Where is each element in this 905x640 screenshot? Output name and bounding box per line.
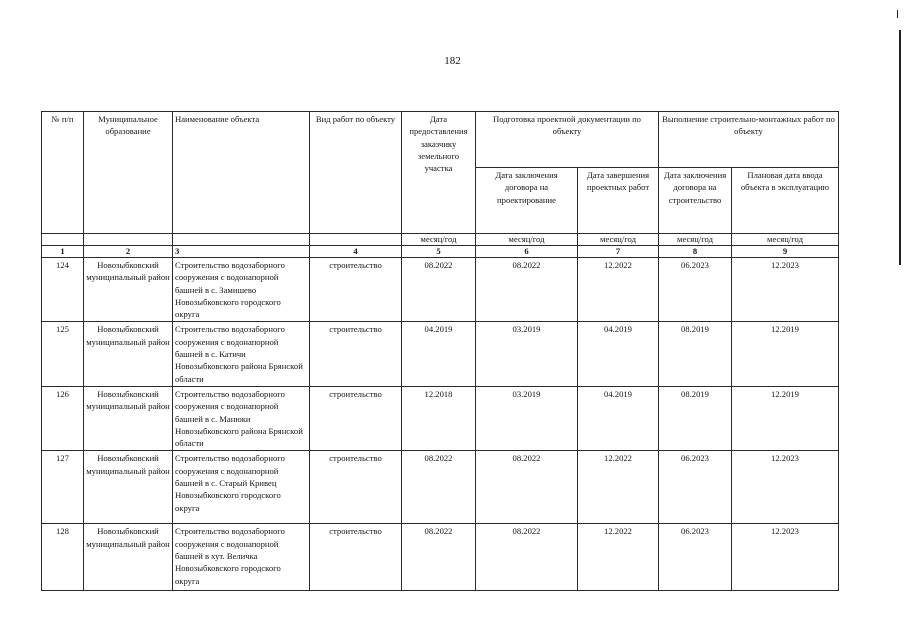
row-build-contract: 06.2023 — [659, 524, 732, 591]
row-municipality: Новозыбковский муниципальный район — [84, 524, 173, 591]
row-object-name: Строительство водозаборного сооружения с водонапорной башней в с. Катичи Новозыбковского района Брянской области — [173, 322, 310, 386]
scan-edge-mark — [897, 10, 898, 18]
column-number: 6 — [476, 246, 578, 258]
header-land-date: Дата предоставления заказчику земельного участка — [402, 112, 476, 234]
row-num: 125 — [42, 322, 84, 386]
row-object-name: Строительство водозаборного сооружения с водонапорной башней в хут. Величка Новозыбковского городского округа — [173, 524, 310, 591]
row-land-date: 04.2019 — [402, 322, 476, 386]
table-row — [42, 322, 839, 386]
column-number: 1 — [42, 246, 84, 258]
unit-cell-empty — [84, 234, 173, 246]
header-work-type: Вид работ по объекту — [310, 112, 402, 234]
row-build-contract: 08.2019 — [659, 322, 732, 386]
header-commission: Плановая дата ввода объекта в эксплуатацию — [732, 168, 839, 234]
row-commission: 12.2023 — [732, 258, 839, 322]
row-build-contract: 08.2019 — [659, 386, 732, 450]
unit-label: месяц/год — [402, 234, 476, 246]
unit-cell-empty — [173, 234, 310, 246]
row-municipality: Новозыбковский муниципальный район — [84, 386, 173, 450]
row-build-contract: 06.2023 — [659, 451, 732, 524]
header-construction-group: Выполнение строительно-монтажных работ по объекту — [659, 112, 839, 168]
row-design-contract: 03.2019 — [476, 322, 578, 386]
row-object-name: Строительство водозаборного сооружения с водонапорной башней в с. Замишево Новозыбковского городского округа — [173, 258, 310, 322]
header-object-name: Наименование объекта — [173, 112, 310, 234]
column-number-row — [42, 246, 839, 258]
column-number: 3 — [173, 246, 310, 258]
scan-edge-line — [899, 30, 901, 265]
row-commission: 12.2023 — [732, 524, 839, 591]
header-municipality: Муниципальное образование — [84, 112, 173, 234]
row-land-date: 08.2022 — [402, 524, 476, 591]
row-land-date: 08.2022 — [402, 258, 476, 322]
unit-label: месяц/год — [732, 234, 839, 246]
header-design-contract: Дата заключения договора на проектирование — [476, 168, 578, 234]
column-number: 8 — [659, 246, 732, 258]
table-row — [42, 451, 839, 524]
header-design-group: Подготовка проектной документации по объекту — [476, 112, 659, 168]
unit-cell-empty — [42, 234, 84, 246]
column-number: 2 — [84, 246, 173, 258]
row-design-contract: 08.2022 — [476, 258, 578, 322]
row-commission: 12.2023 — [732, 451, 839, 524]
row-work-type: строительство — [310, 451, 402, 524]
row-object-name: Строительство водозаборного сооружения с водонапорной башней в с. Манюки Новозыбковского района Брянской области — [173, 386, 310, 450]
row-land-date: 12.2018 — [402, 386, 476, 450]
row-municipality: Новозыбковский муниципальный район — [84, 258, 173, 322]
header-row-main — [42, 112, 839, 168]
row-design-contract: 03.2019 — [476, 386, 578, 450]
row-design-end: 12.2022 — [578, 258, 659, 322]
unit-label: месяц/год — [659, 234, 732, 246]
column-number: 4 — [310, 246, 402, 258]
row-build-contract: 06.2023 — [659, 258, 732, 322]
row-commission: 12.2019 — [732, 386, 839, 450]
row-work-type: строительство — [310, 258, 402, 322]
row-municipality: Новозыбковский муниципальный район — [84, 322, 173, 386]
header-design-end: Дата завершения проектных работ — [578, 168, 659, 234]
row-num: 124 — [42, 258, 84, 322]
row-object-name: Строительство водозаборного сооружения с водонапорной башней в с. Старый Кривец Новозыбковского городского округа — [173, 451, 310, 524]
column-number: 9 — [732, 246, 839, 258]
row-num: 126 — [42, 386, 84, 450]
column-number: 5 — [402, 246, 476, 258]
header-num: № п/п — [42, 112, 84, 234]
row-design-contract: 08.2022 — [476, 524, 578, 591]
table-row — [42, 386, 839, 450]
row-design-end: 12.2022 — [578, 451, 659, 524]
table-row — [42, 524, 839, 591]
row-land-date: 08.2022 — [402, 451, 476, 524]
header-unit-row — [42, 234, 839, 246]
row-work-type: строительство — [310, 322, 402, 386]
row-work-type: строительство — [310, 386, 402, 450]
row-design-end: 04.2019 — [578, 386, 659, 450]
row-commission: 12.2019 — [732, 322, 839, 386]
unit-label: месяц/год — [578, 234, 659, 246]
row-num: 128 — [42, 524, 84, 591]
row-design-end: 12.2022 — [578, 524, 659, 591]
row-design-end: 04.2019 — [578, 322, 659, 386]
row-work-type: строительство — [310, 524, 402, 591]
construction-schedule-table — [41, 111, 839, 591]
table-row — [42, 258, 839, 322]
header-build-contract: Дата заключения договора на строительство — [659, 168, 732, 234]
page-number: 182 — [444, 55, 461, 67]
unit-cell-empty — [310, 234, 402, 246]
column-number: 7 — [578, 246, 659, 258]
row-municipality: Новозыбковский муниципальный район — [84, 451, 173, 524]
unit-label: месяц/год — [476, 234, 578, 246]
row-design-contract: 08.2022 — [476, 451, 578, 524]
row-num: 127 — [42, 451, 84, 524]
